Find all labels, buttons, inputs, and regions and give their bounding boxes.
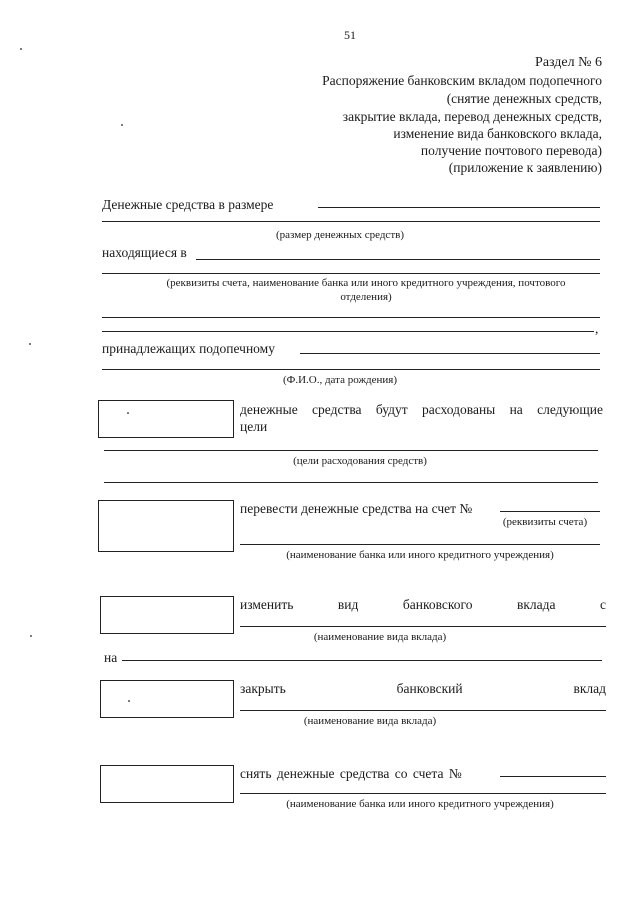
transfer-account-caption: (реквизиты счета) <box>502 516 588 528</box>
change-checkbox[interactable] <box>100 596 234 634</box>
withdraw-text: снять денежные средства со счета № <box>240 766 462 781</box>
scan-speck <box>127 412 129 414</box>
close-field[interactable] <box>240 710 606 711</box>
purpose-field[interactable] <box>104 450 598 451</box>
close-text: закрыть банковский вклад <box>240 681 606 696</box>
purpose-field-line-2[interactable] <box>104 482 598 483</box>
transfer-checkbox[interactable] <box>98 500 234 552</box>
page-number: 51 <box>344 28 356 42</box>
transfer-bank-field[interactable] <box>240 544 600 545</box>
header-line-3: закрытие вклада, перевод денежных средств, <box>342 109 602 124</box>
transfer-account-field[interactable] <box>500 511 600 512</box>
header-line-2: (снятие денежных средств, <box>446 91 602 106</box>
located-caption-2: отделения) <box>340 291 392 303</box>
change-to-field[interactable] <box>122 660 602 661</box>
scan-speck <box>20 48 22 50</box>
comma-mark: , <box>595 321 599 336</box>
withdraw-account-field[interactable] <box>500 776 606 777</box>
owner-label: принадлежащих подопечному <box>102 341 275 356</box>
scan-speck <box>29 343 31 345</box>
owner-field[interactable] <box>300 353 600 354</box>
withdraw-bank-field[interactable] <box>240 793 606 794</box>
located-field-line-3[interactable] <box>102 317 600 318</box>
located-field-line-2[interactable] <box>102 273 600 274</box>
located-caption-1: (реквизиты счета, наименование банка или иного кредитного учреждения, почтового <box>166 277 566 289</box>
change-to-label: на <box>104 650 118 665</box>
purpose-text-1: денежные средства будут расходованы на следующие <box>240 402 603 417</box>
header-line-6: (приложение к заявлению) <box>448 160 602 175</box>
located-field[interactable] <box>196 259 600 260</box>
transfer-text: перевести денежные средства на счет № <box>240 501 473 516</box>
owner-caption: (Ф.И.О., дата рождения) <box>282 374 398 386</box>
change-from-field[interactable] <box>240 626 606 627</box>
owner-field-line-2[interactable] <box>102 369 600 370</box>
close-checkbox[interactable] <box>100 680 234 718</box>
amount-field[interactable] <box>318 207 600 208</box>
purpose-caption: (цели расходования средств) <box>293 455 427 467</box>
located-field-line-4[interactable] <box>102 331 594 332</box>
change-text: изменить вид банковского вклада с <box>240 597 606 612</box>
purpose-checkbox[interactable] <box>98 400 234 438</box>
scan-speck <box>30 635 32 637</box>
header-line-1: Распоряжение банковским вкладом подопечного <box>322 73 602 88</box>
header-line-4: изменение вида банковского вклада, <box>393 126 602 141</box>
transfer-bank-caption: (наименование банка или иного кредитного учреждения) <box>286 549 554 561</box>
change-caption: (наименование вида вклада) <box>313 631 447 643</box>
scan-speck <box>121 124 123 126</box>
header-line-5: получение почтового перевода) <box>420 143 602 158</box>
amount-caption: (размер денежных средств) <box>276 229 404 241</box>
withdraw-checkbox[interactable] <box>100 765 234 803</box>
amount-label: Денежные средства в размере <box>102 197 274 212</box>
withdraw-caption: (наименование банка или иного кредитного учреждения) <box>286 798 554 810</box>
close-caption: (наименование вида вклада) <box>303 715 437 727</box>
purpose-text-2: цели <box>240 419 268 434</box>
section-title: Раздел № 6 <box>535 55 602 70</box>
amount-field-line-2[interactable] <box>102 221 600 222</box>
located-label: находящиеся в <box>102 245 187 260</box>
scan-speck <box>128 700 130 702</box>
